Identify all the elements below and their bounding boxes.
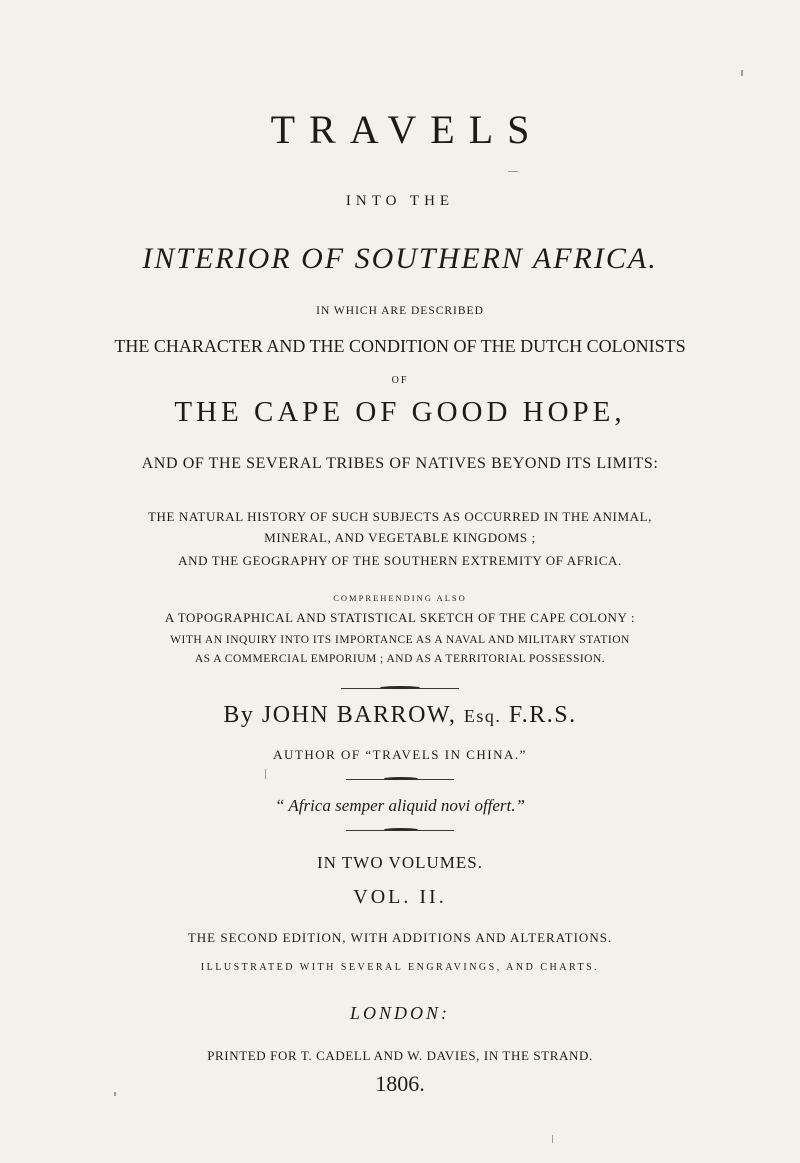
print-speck xyxy=(508,171,518,172)
interior-heading: INTERIOR OF SOUTHERN AFRICA. xyxy=(142,242,658,275)
cape-heading: THE CAPE OF GOOD HOPE, xyxy=(174,396,626,428)
imprint-city: LONDON: xyxy=(349,1003,450,1023)
character-line: THE CHARACTER AND THE CONDITION OF THE DUTCH COLONISTS xyxy=(114,336,686,356)
print-speck xyxy=(741,70,743,76)
author-line xyxy=(0,702,800,729)
ornament-rule-1-swell xyxy=(380,686,420,689)
print-speck xyxy=(552,1135,553,1143)
illustrated-line: ILLUSTRATED WITH SEVERAL ENGRAVINGS, AND CHARTS. xyxy=(200,962,600,973)
natural-history-line-3: AND THE GEOGRAPHY OF THE SOUTHERN EXTREMITY OF AFRICA. xyxy=(178,553,622,568)
motto-line: “ Africa semper aliquid novi offert.” xyxy=(275,796,525,815)
volumes-line: IN TWO VOLUMES. xyxy=(317,853,483,872)
natural-history-line-2: MINERAL, AND VEGETABLE KINGDOMS ; xyxy=(264,530,536,545)
inquiry-line-1: WITH AN INQUIRY INTO ITS IMPORTANCE AS A NAVAL AND MILITARY STATION xyxy=(170,634,630,646)
natural-history-line-1: THE NATURAL HISTORY OF SUCH SUBJECTS AS OCCURRED IN THE ANIMAL, xyxy=(147,509,653,524)
book-title: TRAVELS xyxy=(270,107,544,152)
tribes-line: AND OF THE SEVERAL TRIBES OF NATIVES BEYOND ITS LIMITS: xyxy=(141,455,659,472)
inquiry-line-2: AS A COMMERCIAL EMPORIUM ; AND AS A TERRITORIAL POSSESSION. xyxy=(194,653,606,665)
in-which-described-line: IN WHICH ARE DESCRIBED xyxy=(316,305,484,317)
print-speck xyxy=(114,1092,116,1096)
author-esq: Esq. xyxy=(463,706,502,726)
author-name: JOHN BARROW, xyxy=(261,702,457,728)
into-the-line: INTO THE xyxy=(345,193,455,209)
edition-line: THE SECOND EDITION, WITH ADDITIONS AND ALTERATIONS. xyxy=(187,930,613,945)
comprehending-also-line: COMPREHENDING ALSO xyxy=(333,593,467,603)
author-by: By xyxy=(223,702,255,728)
printed-for-line: PRINTED FOR T. CADELL AND W. DAVIES, IN THE STRAND. xyxy=(207,1048,593,1063)
publication-year: 1806. xyxy=(375,1071,425,1096)
of-line: OF xyxy=(391,375,409,386)
topographical-line: A TOPOGRAPHICAL AND STATISTICAL SKETCH OF THE CAPE COLONY : xyxy=(164,610,636,625)
author-frs: F.R.S. xyxy=(508,702,577,728)
print-speck xyxy=(265,769,266,779)
volume-number: VOL. II. xyxy=(353,886,447,908)
ornament-rule-3-swell xyxy=(384,828,418,831)
author-of-line: AUTHOR OF “TRAVELS IN CHINA.” xyxy=(273,747,527,762)
ornament-rule-2-swell xyxy=(384,777,418,780)
